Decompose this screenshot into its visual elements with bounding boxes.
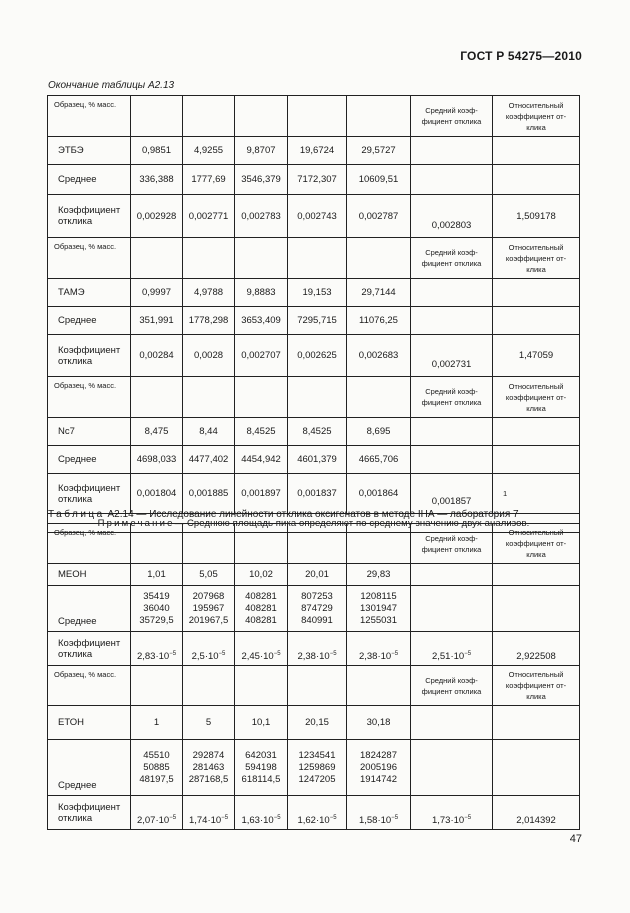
response-coefficient: 0,001837 xyxy=(288,474,347,514)
concentration-value: 19,6724 xyxy=(288,137,347,165)
mean-area-value: 7172,307 xyxy=(288,165,347,195)
empty-cell xyxy=(493,137,580,165)
empty-cell xyxy=(347,666,411,706)
mean-row xyxy=(48,446,580,474)
table-title-text: А2.14 — Исследование линейности отклика оксигенатов в методе ІНА — лаборатория 7 xyxy=(107,509,519,520)
area-value: 35419 xyxy=(143,590,170,602)
table-a2-13 xyxy=(47,95,580,533)
empty-cell xyxy=(288,377,347,418)
area-value: 1914742 xyxy=(360,773,397,785)
mantissa: 2,5·10 xyxy=(191,651,219,662)
mean-area-value: 3546,379 xyxy=(235,165,288,195)
compound-name: ЕТОН xyxy=(48,706,131,740)
area-value: 50885 xyxy=(143,761,170,773)
label-line: Коэффициент xyxy=(58,637,121,649)
concentration-value: 1 xyxy=(131,706,183,740)
mean-area-value: 10609,51 xyxy=(347,165,411,195)
mean-area-value: 336,388 xyxy=(131,165,183,195)
empty-cell xyxy=(288,666,347,706)
response-coefficient xyxy=(288,632,347,666)
mean-area-values xyxy=(183,740,235,796)
table-header-row xyxy=(48,96,580,137)
sci-value xyxy=(297,651,336,662)
empty-cell xyxy=(131,666,183,706)
area-value: 840991 xyxy=(301,614,333,626)
header-line: Средний коэф- xyxy=(425,248,478,257)
header-line: Относительный xyxy=(508,528,564,537)
concentration-value: 4,9255 xyxy=(183,137,235,165)
mean-area-values xyxy=(235,586,288,632)
area-value: 1234541 xyxy=(298,749,336,761)
mean-area-value: 4477,402 xyxy=(183,446,235,474)
exponent: −5 xyxy=(329,651,337,657)
exponent: −5 xyxy=(464,815,472,821)
compound-row xyxy=(48,564,580,586)
mantissa: 1,73·10 xyxy=(431,815,465,826)
empty-cell xyxy=(411,564,493,586)
coefficient-row xyxy=(48,195,580,238)
area-value: 2005196 xyxy=(360,761,397,773)
mantissa: 2,83·10 xyxy=(136,651,170,662)
header-line: коэффициент от- xyxy=(505,111,567,121)
mean-area-values xyxy=(347,740,411,796)
concentration-value: 8,475 xyxy=(131,418,183,446)
empty-cell xyxy=(493,706,580,740)
area-value: 1255031 xyxy=(360,614,397,626)
mantissa: 1,63·10 xyxy=(241,815,274,826)
empty-cell xyxy=(493,446,580,474)
label-line: Коэффициент xyxy=(58,482,121,494)
empty-cell xyxy=(288,238,347,279)
coefficient-label xyxy=(48,335,131,377)
area-value: 594198 xyxy=(245,761,277,773)
concentration-value: 4,9788 xyxy=(183,279,235,307)
response-coefficient: 0,002743 xyxy=(288,195,347,238)
empty-cell xyxy=(131,96,183,137)
empty-cell xyxy=(411,307,493,335)
empty-cell xyxy=(288,96,347,137)
mantissa: 2,45·10 xyxy=(241,651,274,662)
sample-header: Образец, % масс. xyxy=(48,377,131,418)
mean-area-values xyxy=(347,586,411,632)
area-value: 48197,5 xyxy=(139,773,174,785)
concentration-value: 5,05 xyxy=(183,564,235,586)
empty-cell xyxy=(493,165,580,195)
area-value: 36040 xyxy=(143,602,170,614)
compound-row xyxy=(48,706,580,740)
concentration-value: 29,7144 xyxy=(347,279,411,307)
mean-area-value: 1778,298 xyxy=(183,307,235,335)
note-text: — Среднюю площадь пика определяют по среднему значению двух анализов. xyxy=(174,517,530,529)
response-coefficient: 0,002928 xyxy=(131,195,183,238)
sample-header: Образец, % масс. xyxy=(48,238,131,279)
mean-area-value: 3653,409 xyxy=(235,307,288,335)
sci-value xyxy=(432,815,471,826)
header-line: Средний коэф- xyxy=(425,387,478,396)
response-coefficient: 0,002707 xyxy=(235,335,288,377)
page-number: 47 xyxy=(569,833,582,845)
concentration-value: 9,8883 xyxy=(235,279,288,307)
sci-value xyxy=(297,815,336,826)
empty-cell xyxy=(183,524,235,564)
exponent: −5 xyxy=(464,651,472,657)
sci-value xyxy=(359,651,398,662)
area-value: 408281 xyxy=(245,602,277,614)
avg-response-coefficient: 0,002731 xyxy=(411,335,493,377)
avg-response-header xyxy=(411,524,493,564)
coefficient-row xyxy=(48,796,580,830)
empty-cell xyxy=(235,524,288,564)
relative-response-coefficient: 1,47059 xyxy=(493,335,580,377)
mean-area-value: 4665,706 xyxy=(347,446,411,474)
relative-response-coefficient: 2,014392 xyxy=(493,796,580,830)
exponent: −5 xyxy=(329,815,337,821)
avg-response-header xyxy=(411,666,493,706)
header-line: коэффициент от- xyxy=(505,681,567,690)
concentration-value: 1,01 xyxy=(131,564,183,586)
response-coefficient xyxy=(183,796,235,830)
mean-label: Среднее xyxy=(48,446,131,474)
continuation-caption: Окончание таблицы А2.13 xyxy=(48,80,175,91)
mantissa: 2,51·10 xyxy=(431,651,465,662)
response-coefficient xyxy=(235,632,288,666)
header-line: коэффициент от- xyxy=(505,392,567,402)
area-value: 201967,5 xyxy=(188,614,229,626)
compound-name: ТАМЭ xyxy=(48,279,131,307)
area-value: 195967 xyxy=(192,602,225,614)
mean-area-values xyxy=(183,586,235,632)
response-coefficient: 0,0028 xyxy=(183,335,235,377)
exponent: −5 xyxy=(391,651,399,657)
area-value: 1824287 xyxy=(360,749,397,761)
label-line: отклика xyxy=(58,355,93,367)
concentration-value: 10,02 xyxy=(235,564,288,586)
area-value: 45510 xyxy=(143,749,170,761)
avg-response-coefficient xyxy=(411,632,493,666)
relative-response-coefficient: 2,922508 xyxy=(493,632,580,666)
response-coefficient: 0,001864 xyxy=(347,474,411,514)
header-line: клика xyxy=(526,403,546,413)
table-a2-14-title xyxy=(48,509,519,520)
empty-cell xyxy=(411,586,493,632)
area-value: 287168,5 xyxy=(188,773,229,785)
mantissa: 1,62·10 xyxy=(297,815,330,826)
mantissa: 1,58·10 xyxy=(358,815,392,826)
empty-cell xyxy=(131,377,183,418)
exponent: −5 xyxy=(391,815,399,821)
table-header-row xyxy=(48,377,580,418)
concentration-value: 20,01 xyxy=(288,564,347,586)
empty-cell xyxy=(235,666,288,706)
area-value: 292874 xyxy=(192,749,225,761)
sci-value xyxy=(359,815,398,826)
mean-area-value: 4698,033 xyxy=(131,446,183,474)
relative-response-header xyxy=(493,377,580,418)
empty-cell xyxy=(411,706,493,740)
compound-row xyxy=(48,418,580,446)
area-value: 1259869 xyxy=(298,761,336,773)
area-value: 1208115 xyxy=(360,590,397,602)
header-line: клика xyxy=(526,692,546,701)
label-line: Коэффициент xyxy=(58,205,121,216)
empty-cell xyxy=(131,524,183,564)
relative-response-header xyxy=(493,238,580,279)
response-coefficient: 0,002783 xyxy=(235,195,288,238)
mantissa: 2,38·10 xyxy=(358,651,392,662)
label-line: отклика xyxy=(58,493,93,505)
response-coefficient: 0,001885 xyxy=(183,474,235,514)
relative-response-coefficient: 1 xyxy=(493,474,580,514)
empty-cell xyxy=(288,524,347,564)
sci-value xyxy=(241,815,280,826)
empty-cell xyxy=(411,165,493,195)
header-line: фициент отклика xyxy=(421,117,482,126)
response-coefficient: 0,002771 xyxy=(183,195,235,238)
sci-value xyxy=(432,651,471,662)
compound-name: ЭТБЭ xyxy=(48,137,131,165)
response-coefficient xyxy=(131,796,183,830)
header-line: Относительный xyxy=(508,242,564,252)
empty-cell xyxy=(183,377,235,418)
mean-area-value: 351,991 xyxy=(131,307,183,335)
response-coefficient: 0,001897 xyxy=(235,474,288,514)
area-value: 408281 xyxy=(245,614,277,626)
table-header-row xyxy=(48,524,580,564)
header-line: Относительный xyxy=(508,670,564,679)
sci-value xyxy=(192,651,226,662)
relative-response-header xyxy=(493,666,580,706)
mean-label: Среднее xyxy=(48,586,131,632)
coefficient-label xyxy=(48,796,131,830)
empty-cell xyxy=(411,740,493,796)
compound-row xyxy=(48,279,580,307)
area-value: 807253 xyxy=(301,590,333,602)
area-value: 408281 xyxy=(245,590,277,602)
empty-cell xyxy=(131,238,183,279)
sci-value xyxy=(137,815,176,826)
response-coefficient xyxy=(347,632,411,666)
sample-header: Образец, % масс. xyxy=(48,666,131,706)
empty-cell xyxy=(347,238,411,279)
header-line: фициент отклика xyxy=(421,398,482,407)
mean-label: Среднее xyxy=(48,740,131,796)
table-a2-14 xyxy=(47,523,580,830)
area-value: 642031 xyxy=(245,749,277,761)
concentration-value: 9,8707 xyxy=(235,137,288,165)
label-line: Коэффициент xyxy=(58,344,121,356)
mean-row xyxy=(48,586,580,632)
response-coefficient: 0,00284 xyxy=(131,335,183,377)
concentration-value: 8,4525 xyxy=(288,418,347,446)
empty-cell xyxy=(411,418,493,446)
compound-row xyxy=(48,137,580,165)
area-value: 618114,5 xyxy=(241,773,281,785)
avg-response-coefficient: 0,001857 xyxy=(411,474,493,514)
label-line: отклика xyxy=(58,648,93,660)
mean-area-value: 4601,379 xyxy=(288,446,347,474)
table-header-row xyxy=(48,238,580,279)
concentration-value: 8,695 xyxy=(347,418,411,446)
relative-response-coefficient: 1,509178 xyxy=(493,195,580,238)
table-word: Таблица xyxy=(48,509,105,520)
avg-response-header xyxy=(411,238,493,279)
avg-response-coefficient xyxy=(411,796,493,830)
response-coefficient: 0,001804 xyxy=(131,474,183,514)
coefficient-label xyxy=(48,195,131,238)
empty-cell xyxy=(493,586,580,632)
compound-name: МЕОН xyxy=(48,564,131,586)
exponent: −5 xyxy=(273,815,281,821)
empty-cell xyxy=(493,418,580,446)
coefficient-label xyxy=(48,632,131,666)
response-coefficient xyxy=(131,632,183,666)
sample-header: Образец, % масс. xyxy=(48,524,131,564)
avg-response-header xyxy=(411,377,493,418)
empty-cell xyxy=(235,377,288,418)
empty-cell xyxy=(493,740,580,796)
header-line: фициент отклика xyxy=(421,686,482,696)
empty-cell xyxy=(411,446,493,474)
response-coefficient: 0,002787 xyxy=(347,195,411,238)
sci-value xyxy=(189,815,228,826)
avg-response-coefficient: 0,002803 xyxy=(411,195,493,238)
mean-area-value: 1777,69 xyxy=(183,165,235,195)
response-coefficient xyxy=(288,796,347,830)
exponent: −5 xyxy=(169,651,177,657)
header-line: фициент отклика xyxy=(421,544,482,554)
area-value: 35729,5 xyxy=(139,614,174,626)
response-coefficient: 0,002625 xyxy=(288,335,347,377)
response-coefficient: 0,002683 xyxy=(347,335,411,377)
sci-value xyxy=(241,651,280,662)
mean-area-values xyxy=(235,740,288,796)
concentration-value: 0,9851 xyxy=(131,137,183,165)
avg-response-header xyxy=(411,96,493,137)
mean-area-values xyxy=(131,586,183,632)
header-line: Средний коэф- xyxy=(425,675,478,685)
concentration-value: 10,1 xyxy=(235,706,288,740)
mean-area-value: 7295,715 xyxy=(288,307,347,335)
empty-cell xyxy=(411,279,493,307)
header-line: фициент отклика xyxy=(421,259,482,268)
mean-row xyxy=(48,740,580,796)
compound-name: Nc7 xyxy=(48,418,131,446)
header-line: Относительный xyxy=(508,100,564,110)
coefficient-row xyxy=(48,632,580,666)
empty-cell xyxy=(183,666,235,706)
mean-area-values xyxy=(288,740,347,796)
label-line: Коэффициент xyxy=(58,801,121,813)
mean-row xyxy=(48,307,580,335)
concentration-value: 19,153 xyxy=(288,279,347,307)
concentration-value: 5 xyxy=(183,706,235,740)
exponent: −5 xyxy=(169,815,177,821)
label-line: отклика xyxy=(58,216,93,227)
mean-label: Среднее xyxy=(48,307,131,335)
exponent: −5 xyxy=(221,815,229,821)
mean-label: Среднее xyxy=(48,165,131,195)
empty-cell xyxy=(411,137,493,165)
empty-cell xyxy=(347,524,411,564)
area-value: 874729 xyxy=(301,602,333,614)
note-prefix: Примечание xyxy=(97,517,175,529)
coefficient-row xyxy=(48,335,580,377)
mean-row xyxy=(48,165,580,195)
area-value: 207968 xyxy=(192,590,225,602)
relative-response-header xyxy=(493,96,580,137)
header-line: коэффициент от- xyxy=(505,253,567,263)
empty-cell xyxy=(183,96,235,137)
mean-area-value: 11076,25 xyxy=(347,307,411,335)
header-line: клика xyxy=(526,550,546,559)
table-header-row xyxy=(48,666,580,706)
area-value: 1301947 xyxy=(360,602,397,614)
empty-cell xyxy=(347,96,411,137)
header-line: коэффициент от- xyxy=(505,539,567,548)
concentration-value: 8,44 xyxy=(183,418,235,446)
coefficient-row xyxy=(48,474,580,514)
concentration-value: 0,9997 xyxy=(131,279,183,307)
relative-response-header xyxy=(493,524,580,564)
mean-area-values xyxy=(288,586,347,632)
empty-cell xyxy=(493,279,580,307)
mean-area-values xyxy=(131,740,183,796)
response-coefficient xyxy=(235,796,288,830)
mean-area-value: 4454,942 xyxy=(235,446,288,474)
standard-number: ГОСТ Р 54275—2010 xyxy=(460,49,582,63)
header-line: клика xyxy=(526,264,546,274)
header-line: клика xyxy=(526,122,546,132)
exponent: −5 xyxy=(273,651,281,657)
response-coefficient xyxy=(183,632,235,666)
empty-cell xyxy=(493,564,580,586)
sample-header: Образец, % масс. xyxy=(48,96,131,137)
concentration-value: 8,4525 xyxy=(235,418,288,446)
empty-cell xyxy=(493,307,580,335)
concentration-value: 30,18 xyxy=(347,706,411,740)
area-value: 1247205 xyxy=(298,773,336,785)
concentration-value: 20,15 xyxy=(288,706,347,740)
empty-cell xyxy=(183,238,235,279)
coefficient-label xyxy=(48,474,131,514)
concentration-value: 29,83 xyxy=(347,564,411,586)
sci-value xyxy=(137,651,176,662)
mantissa: 1,74·10 xyxy=(188,815,222,826)
header-line: Средний коэф- xyxy=(425,533,478,543)
mantissa: 2,07·10 xyxy=(136,815,170,826)
mantissa: 2,38·10 xyxy=(297,651,330,662)
exponent: −5 xyxy=(218,651,226,657)
concentration-value: 29,5727 xyxy=(347,137,411,165)
header-line: Средний коэф- xyxy=(425,106,478,115)
area-value: 281463 xyxy=(192,761,225,773)
label-line: отклика xyxy=(58,812,93,824)
empty-cell xyxy=(347,377,411,418)
response-coefficient xyxy=(347,796,411,830)
header-line: Относительный xyxy=(508,381,564,391)
empty-cell xyxy=(235,96,288,137)
empty-cell xyxy=(235,238,288,279)
